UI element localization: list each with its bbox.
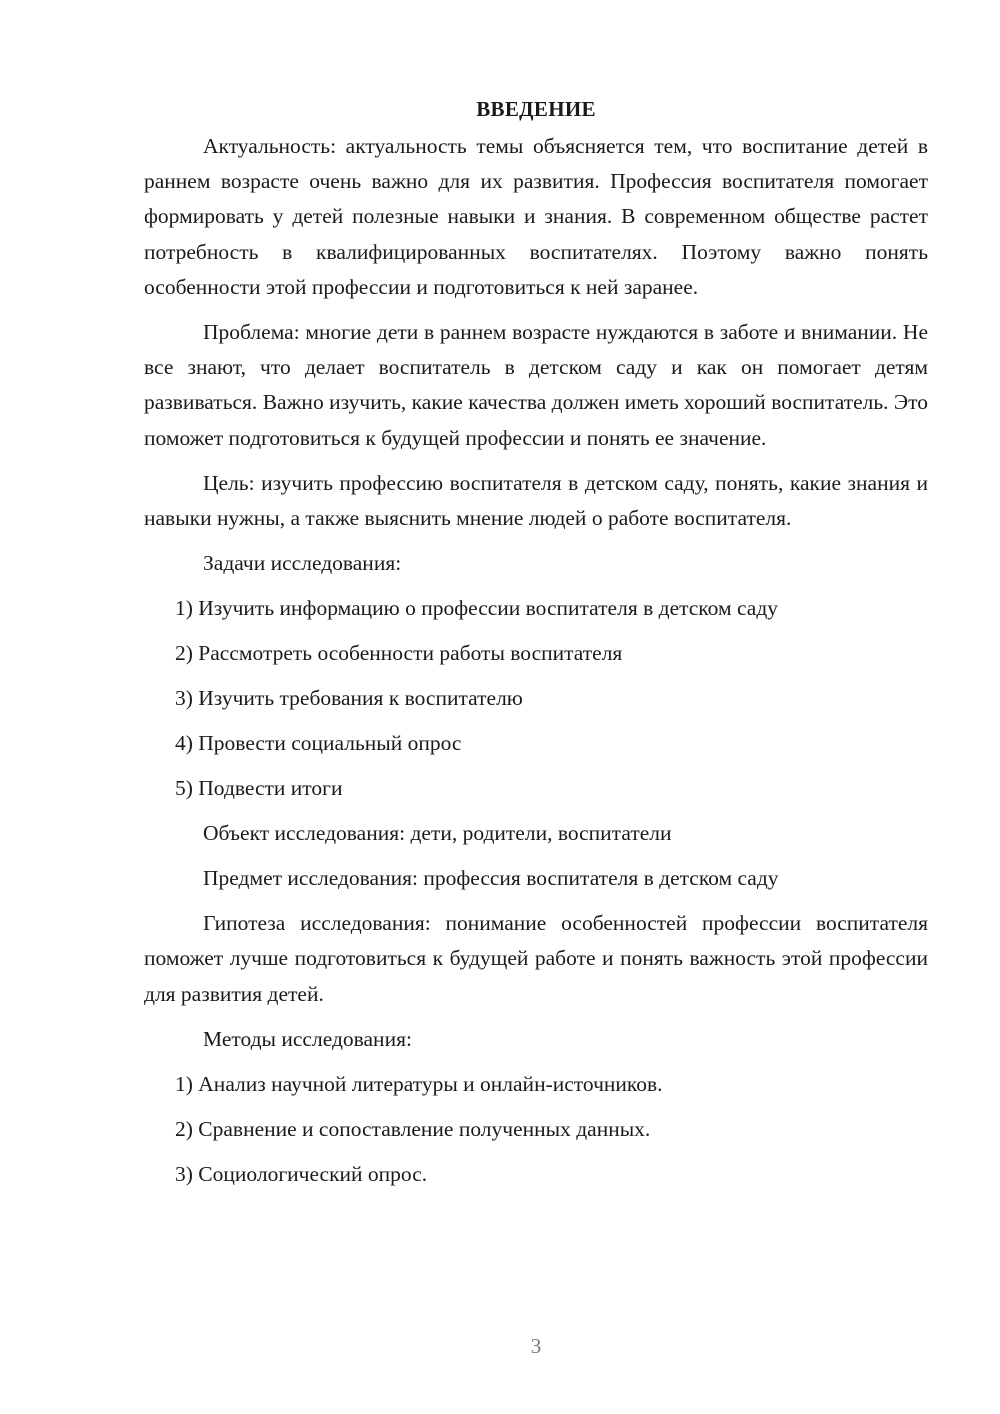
problem-paragraph: Проблема: многие дети в раннем возрасте нуждаются в заботе и внимании. Не все знают, что делает воспитатель в детском саду и как он помогает детям развиваться. Важно изучить, какие качества должен иметь хороший воспитатель. Это поможет подготовиться к будущей профессии и понять ее значение. — [144, 320, 928, 450]
task-item: 4) Провести социальный опрос — [175, 731, 462, 756]
method-item: 2) Сравнение и сопоставление полученных данных. — [175, 1116, 651, 1141]
tasks-heading: Задачи исследования: — [203, 551, 402, 576]
task-item: 2) Рассмотреть особенности работы воспитателя — [175, 641, 623, 666]
methods-list — [144, 1067, 928, 1192]
page-title: ВВЕДЕНИЕ — [476, 97, 596, 121]
task-item: 5) Подвести итоги — [175, 776, 343, 801]
goal-paragraph: Цель: изучить профессию воспитателя в детском саду, понять, какие знания и навыки нужны, а также выяснить мнение людей о работе воспитателя. — [144, 470, 928, 531]
document-page — [144, 92, 928, 1202]
method-item: 3) Социологический опрос. — [175, 1161, 428, 1186]
object-line: Объект исследования: дети, родители, воспитатели — [203, 821, 672, 846]
method-item: 1) Анализ научной литературы и онлайн-источников. — [175, 1071, 663, 1096]
hypothesis-paragraph: Гипотеза исследования: понимание особенностей профессии воспитателя поможет лучше подготовиться к будущей работе и понять важность этой профессии для развития детей. — [144, 911, 928, 1006]
relevance-paragraph: Актуальность: актуальность темы объясняется тем, что воспитание детей в раннем возрасте очень важно для их развития. Профессия воспитателя помогает формировать у детей полезные навыки и знания. В современном обществе растет потребность в квалифицированных воспитателях. Поэтому важно понять особенности этой профессии и подготовиться к ней заранее. — [144, 134, 928, 299]
task-item: 1) Изучить информацию о профессии воспитателя в детском саду — [175, 596, 779, 621]
tasks-list — [144, 591, 928, 806]
methods-heading: Методы исследования: — [203, 1026, 412, 1051]
subject-line: Предмет исследования: профессия воспитателя в детском саду — [203, 866, 779, 891]
task-item: 3) Изучить требования к воспитателю — [175, 686, 523, 711]
page-number: 3 — [530, 1334, 542, 1358]
